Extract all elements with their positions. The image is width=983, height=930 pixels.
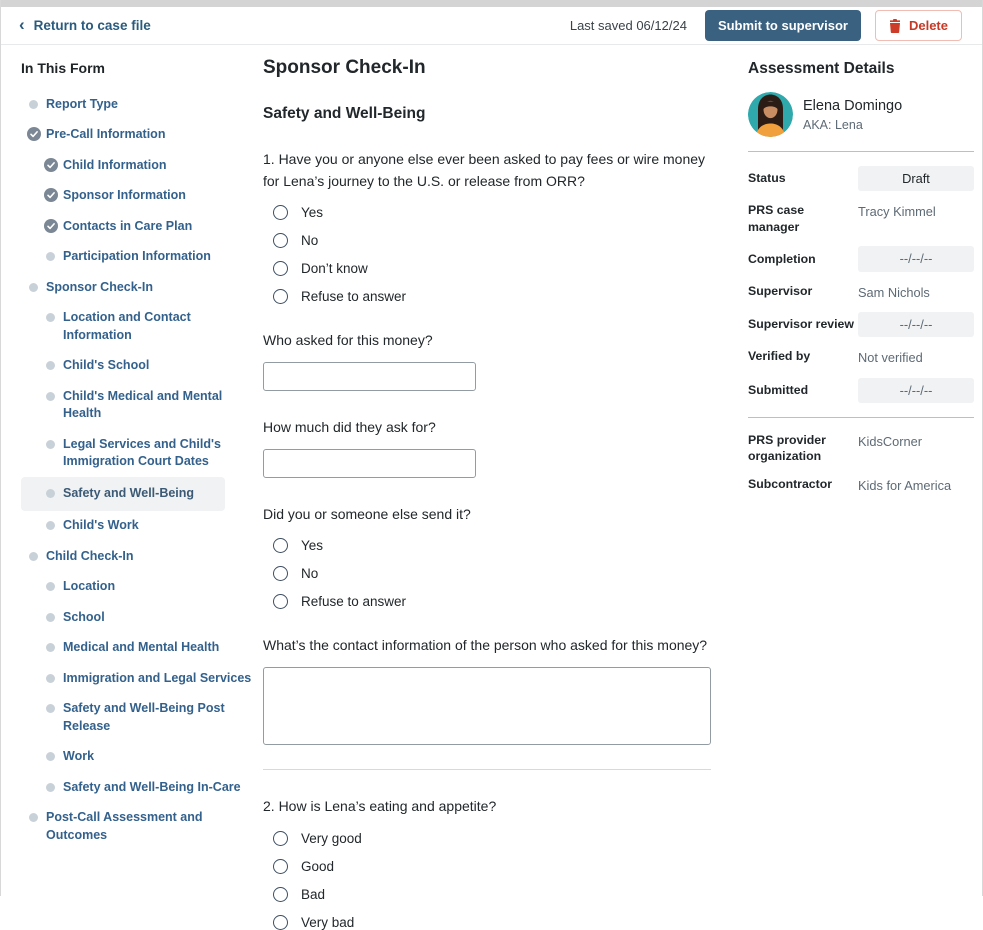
bullet-dot-icon xyxy=(46,674,55,683)
radio-button-icon[interactable] xyxy=(273,566,288,581)
person-aka: AKA: Lena xyxy=(803,117,863,132)
nav-item-label: Safety and Well-Being Post Release xyxy=(63,701,225,733)
nav-item-label: Report Type xyxy=(46,96,118,111)
delete-button-label: Delete xyxy=(908,18,948,33)
nav-item-label: School xyxy=(63,609,105,624)
question-label: 1. Have you or anyone else ever been asked to pay fees or wire money for Lena’s journey to the U.S. or release from ORR? xyxy=(263,151,706,189)
radio-option-label: Good xyxy=(301,858,335,874)
question-block-who-asked-for-this-money xyxy=(263,330,711,391)
detail-value: Not verified xyxy=(858,350,923,366)
radio-button-icon[interactable] xyxy=(273,915,288,930)
radio-button-icon[interactable] xyxy=(273,538,288,553)
delete-button[interactable] xyxy=(875,10,962,41)
radio-button-icon[interactable] xyxy=(273,205,288,220)
header-bar xyxy=(1,7,982,45)
nav-item-label: Child's School xyxy=(63,358,150,372)
radio-option-label: Yes xyxy=(301,205,324,221)
bullet-dot-icon xyxy=(29,283,38,292)
nav-item-post-call-assessment-and-outcomes[interactable] xyxy=(21,803,261,851)
question-label: What’s the contact information of the person who asked for this money? xyxy=(263,637,708,654)
detail-label: PRS provider organization xyxy=(748,432,826,464)
radio-button-icon[interactable] xyxy=(273,831,288,846)
radio-option-good[interactable] xyxy=(273,859,711,874)
form-nav-sidebar xyxy=(21,60,261,851)
detail-value-badge: --/--/-- xyxy=(858,246,974,271)
nav-item-child-check-in[interactable] xyxy=(21,541,261,572)
question-label: Who asked for this money? xyxy=(263,332,433,349)
nav-item-label: Post-Call Assessment and Outcomes xyxy=(46,810,203,842)
form-title: Sponsor Check-In xyxy=(263,57,426,78)
radio-option-yes[interactable] xyxy=(273,538,711,553)
form-section-title: Safety and Well-Being xyxy=(263,105,426,122)
question-block-1-have-you-or-anyone-else-ever-been-aske xyxy=(263,149,711,304)
bullet-dot-icon xyxy=(46,643,55,652)
detail-row-subcontractor xyxy=(748,476,974,494)
nav-item-contacts-in-care-plan[interactable] xyxy=(21,211,261,242)
textarea-input-what-s-the-contact-information[interactable] xyxy=(263,667,711,745)
nav-item-label: Safety and Well-Being In-Care xyxy=(63,779,241,794)
radio-option-refuse-to-answer[interactable] xyxy=(273,594,711,609)
nav-item-label: Pre-Call Information xyxy=(46,127,166,141)
check-circle-icon xyxy=(27,127,41,141)
nav-item-medical-and-mental-health[interactable] xyxy=(21,633,261,664)
detail-row-completion xyxy=(748,246,974,271)
bullet-dot-icon xyxy=(46,582,55,591)
avatar xyxy=(748,92,793,137)
nav-item-label: Child Check-In xyxy=(46,548,134,563)
bullet-dot-icon xyxy=(46,313,55,322)
bullet-dot-icon xyxy=(46,704,55,713)
radio-option-label: Don’t know xyxy=(301,261,368,277)
detail-label: Status xyxy=(748,171,786,186)
radio-option-very-bad[interactable] xyxy=(273,915,711,930)
detail-value: KidsCorner xyxy=(858,433,923,449)
nav-item-label: Sponsor Check-In xyxy=(46,279,153,294)
text-input-how-much-did-they-ask-for[interactable] xyxy=(263,449,476,478)
detail-value: Kids for America xyxy=(858,477,952,493)
section-divider xyxy=(263,769,711,770)
assessment-details-panel xyxy=(748,60,974,505)
form-questions xyxy=(263,149,711,930)
nav-item-label: Legal Services and Child's Immigration Court Dates xyxy=(63,436,221,468)
nav-item-child-s-medical-and-mental-health[interactable] xyxy=(21,381,261,429)
radio-option-no[interactable] xyxy=(273,233,711,248)
nav-item-sponsor-information[interactable] xyxy=(21,181,261,212)
header-actions xyxy=(570,10,962,41)
radio-option-label: Very bad xyxy=(301,914,355,930)
nav-item-report-type[interactable] xyxy=(21,89,261,120)
detail-label: Completion xyxy=(748,251,816,266)
detail-label: Verified by xyxy=(748,349,811,364)
detail-label: Subcontractor xyxy=(748,476,833,491)
nav-item-work[interactable] xyxy=(21,742,261,773)
detail-value-badge: --/--/-- xyxy=(858,378,974,403)
text-input-who-asked-for-this-money[interactable] xyxy=(263,362,476,391)
nav-item-school[interactable] xyxy=(21,602,261,633)
last-saved-text: Last saved 06/12/24 xyxy=(569,18,687,33)
nav-item-pre-call-information[interactable] xyxy=(21,120,261,151)
question-label: Did you or someone else send it? xyxy=(263,505,471,522)
radio-button-icon[interactable] xyxy=(273,887,288,902)
detail-row-submitted xyxy=(748,378,974,403)
nav-item-safety-and-well-being-in-care[interactable] xyxy=(21,772,261,803)
nav-item-label: Safety and Well-Being xyxy=(63,486,195,500)
detail-label: Supervisor xyxy=(748,283,813,298)
bullet-dot-icon xyxy=(46,392,55,401)
nav-item-child-s-work[interactable] xyxy=(21,511,261,542)
detail-row-prs-case-manager xyxy=(748,202,974,235)
nav-item-location-and-contact-information[interactable] xyxy=(21,303,261,351)
radio-option-very-good[interactable] xyxy=(273,831,711,846)
bullet-dot-icon xyxy=(46,440,55,449)
details-rows xyxy=(748,166,974,494)
nav-item-label: Child's Medical and Mental Health xyxy=(63,388,223,420)
return-to-case-file-link[interactable] xyxy=(19,15,151,34)
detail-value-badge: --/--/-- xyxy=(858,312,974,337)
question-block-2-how-is-lena-s-eating-and-appetite xyxy=(263,796,711,930)
detail-label: PRS case manager xyxy=(748,203,805,234)
nav-item-immigration-and-legal-services[interactable] xyxy=(21,663,261,694)
radio-option-label: Refuse to answer xyxy=(301,289,407,305)
detail-label: Supervisor review xyxy=(748,317,854,332)
bullet-dot-icon xyxy=(46,489,55,498)
nav-item-label: Medical and Mental Health xyxy=(63,640,220,654)
nav-item-label: Contacts in Care Plan xyxy=(63,218,193,233)
bullet-dot-icon xyxy=(46,783,55,792)
panel-divider xyxy=(748,151,974,152)
nav-item-safety-and-well-being[interactable] xyxy=(21,477,225,511)
nav-item-child-s-school[interactable] xyxy=(21,351,261,382)
back-link-label: Return to case file xyxy=(33,18,151,33)
radio-option-label: No xyxy=(301,566,319,582)
detail-row-status xyxy=(748,166,974,191)
bullet-dot-icon xyxy=(46,521,55,530)
person-name: Elena Domingo xyxy=(803,97,903,114)
question-block-what-s-the-contact-information-of-the-pe xyxy=(263,635,711,745)
detail-row-verified-by xyxy=(748,348,974,366)
nav-item-label: Immigration and Legal Services xyxy=(63,670,252,685)
form-main-content xyxy=(263,57,711,930)
nav-item-label: Participation Information xyxy=(63,249,211,263)
check-circle-icon xyxy=(44,158,58,172)
bullet-dot-icon xyxy=(46,752,55,761)
radio-button-icon[interactable] xyxy=(273,859,288,874)
submit-to-supervisor-button[interactable]: Submit to supervisor xyxy=(705,10,861,41)
nav-item-label: Sponsor Information xyxy=(63,188,186,202)
nav-item-location[interactable] xyxy=(21,572,261,603)
radio-option-label: Very good xyxy=(301,830,362,846)
radio-option-no[interactable] xyxy=(273,566,711,581)
nav-item-legal-services-and-child-s-immigration-court-dates[interactable] xyxy=(21,429,261,477)
bullet-dot-icon xyxy=(46,613,55,622)
radio-button-icon[interactable] xyxy=(273,261,288,276)
bullet-dot-icon xyxy=(29,813,38,822)
nav-item-sponsor-check-in[interactable] xyxy=(21,272,261,303)
window-top-strip xyxy=(1,0,982,7)
radio-option-label: Yes xyxy=(301,538,324,554)
assessment-details-title: Assessment Details xyxy=(748,60,895,77)
detail-row-supervisor-review xyxy=(748,312,974,337)
nav-item-label: Child's Work xyxy=(63,518,139,532)
radio-option-bad[interactable] xyxy=(273,887,711,902)
radio-button-icon[interactable] xyxy=(273,594,288,609)
bullet-dot-icon xyxy=(29,100,38,109)
radio-option-yes[interactable] xyxy=(273,205,711,220)
detail-value-badge: Draft xyxy=(858,166,974,191)
nav-item-label: Work xyxy=(63,749,95,763)
radio-button-icon[interactable] xyxy=(273,289,288,304)
question-block-how-much-did-they-ask-for xyxy=(263,417,711,478)
bullet-dot-icon xyxy=(29,552,38,561)
question-block-did-you-or-someone-else-send-it xyxy=(263,504,711,610)
radio-option-label: Refuse to answer xyxy=(301,594,407,610)
detail-value: Tracy Kimmel xyxy=(858,204,936,220)
nav-item-child-information[interactable] xyxy=(21,150,261,181)
radio-option-label: No xyxy=(301,233,319,249)
nav-item-participation-information[interactable] xyxy=(21,242,261,273)
detail-row-prs-provider-organization xyxy=(748,432,974,465)
radio-option-don-t-know[interactable] xyxy=(273,261,711,276)
bullet-dot-icon xyxy=(46,252,55,261)
radio-button-icon[interactable] xyxy=(273,233,288,248)
nav-item-label: Location xyxy=(63,579,116,593)
back-chevron-icon: ‹ xyxy=(19,15,25,34)
panel-divider xyxy=(748,417,974,418)
check-circle-icon xyxy=(44,188,58,202)
check-circle-icon xyxy=(44,219,58,233)
nav-item-label: Location and Contact Information xyxy=(63,310,191,342)
question-label: How much did they ask for? xyxy=(263,419,436,436)
nav-heading: In This Form xyxy=(21,60,105,76)
person-summary xyxy=(748,92,974,137)
bullet-dot-icon xyxy=(46,361,55,370)
radio-option-label: Bad xyxy=(301,886,326,902)
question-label: 2. How is Lena’s eating and appetite? xyxy=(263,798,497,815)
detail-value: Sam Nichols xyxy=(858,284,930,300)
detail-label: Submitted xyxy=(748,382,809,397)
radio-option-refuse-to-answer[interactable] xyxy=(273,289,711,304)
nav-item-label: Child Information xyxy=(63,157,167,172)
trash-icon xyxy=(889,19,901,33)
form-nav-list xyxy=(21,89,261,851)
detail-row-supervisor xyxy=(748,283,974,301)
nav-item-safety-and-well-being-post-release[interactable] xyxy=(21,694,261,742)
